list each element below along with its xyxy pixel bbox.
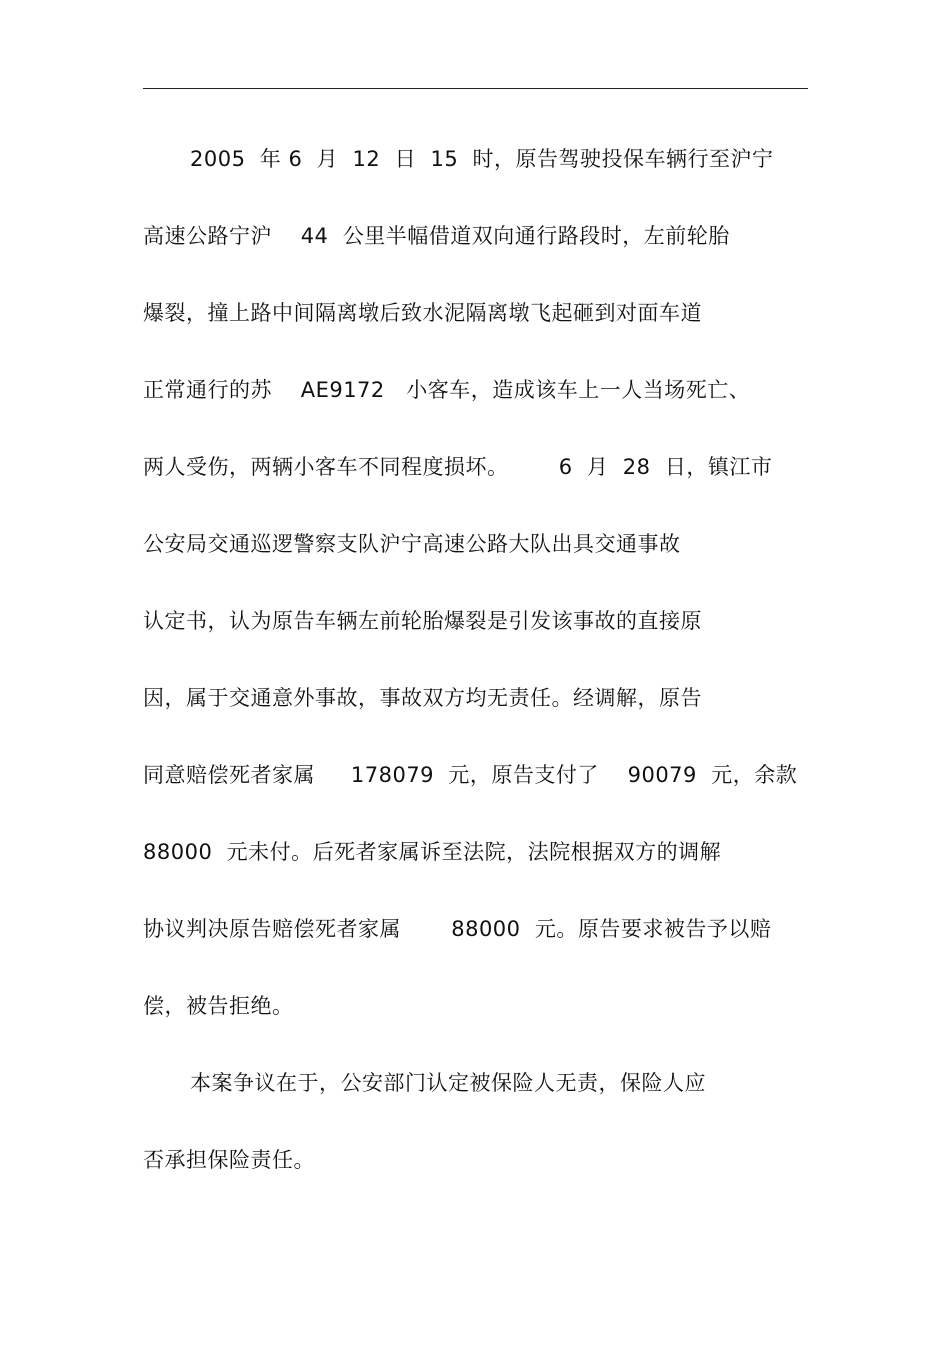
paragraph-1-line-1: 2005 年 6 月 12 日 15 时，原告驾驶投保车辆行至沪宁 — [190, 147, 774, 171]
paragraph-1-line-3: 爆裂，撞上路中间隔离墩后致水泥隔离墩飞起砸到对面车道 — [143, 301, 702, 325]
paragraph-1-line-10: 88000 元未付。后死者家属诉至法院，法院根据双方的调解 — [143, 840, 722, 864]
paragraph-1-line-5: 两人受伤，两辆小客车不同程度损坏。 6 月 28 日，镇江市 — [143, 455, 773, 479]
paragraph-2-line-2: 否承担保险责任。 — [143, 1148, 315, 1172]
paragraph-1-line-12: 偿，被告拒绝。 — [143, 994, 294, 1018]
header-rule — [143, 88, 808, 89]
paragraph-1-line-8: 因，属于交通意外事故，事故双方均无责任。经调解，原告 — [143, 686, 702, 710]
paragraph-1-line-4: 正常通行的苏 AE9172 小客车，造成该车上一人当场死亡、 — [143, 378, 751, 402]
paragraph-1-line-9: 同意赔偿死者家属 178079 元，原告支付了 90079 元，余款 — [143, 763, 798, 787]
paragraph-1-line-11: 协议判决原告赔偿死者家属 88000 元。原告要求被告予以赔 — [143, 917, 772, 941]
paragraph-2-line-1: 本案争议在于，公安部门认定被保险人无责，保险人应 — [190, 1071, 706, 1095]
paragraph-1-line-2: 高速公路宁沪 44 公里半幅借道双向通行路段时，左前轮胎 — [143, 224, 730, 248]
paragraph-1-line-7: 认定书，认为原告车辆左前轮胎爆裂是引发该事故的直接原 — [143, 609, 702, 633]
paragraph-1-line-6: 公安局交通巡逻警察支队沪宁高速公路大队出具交通事故 — [143, 532, 681, 556]
